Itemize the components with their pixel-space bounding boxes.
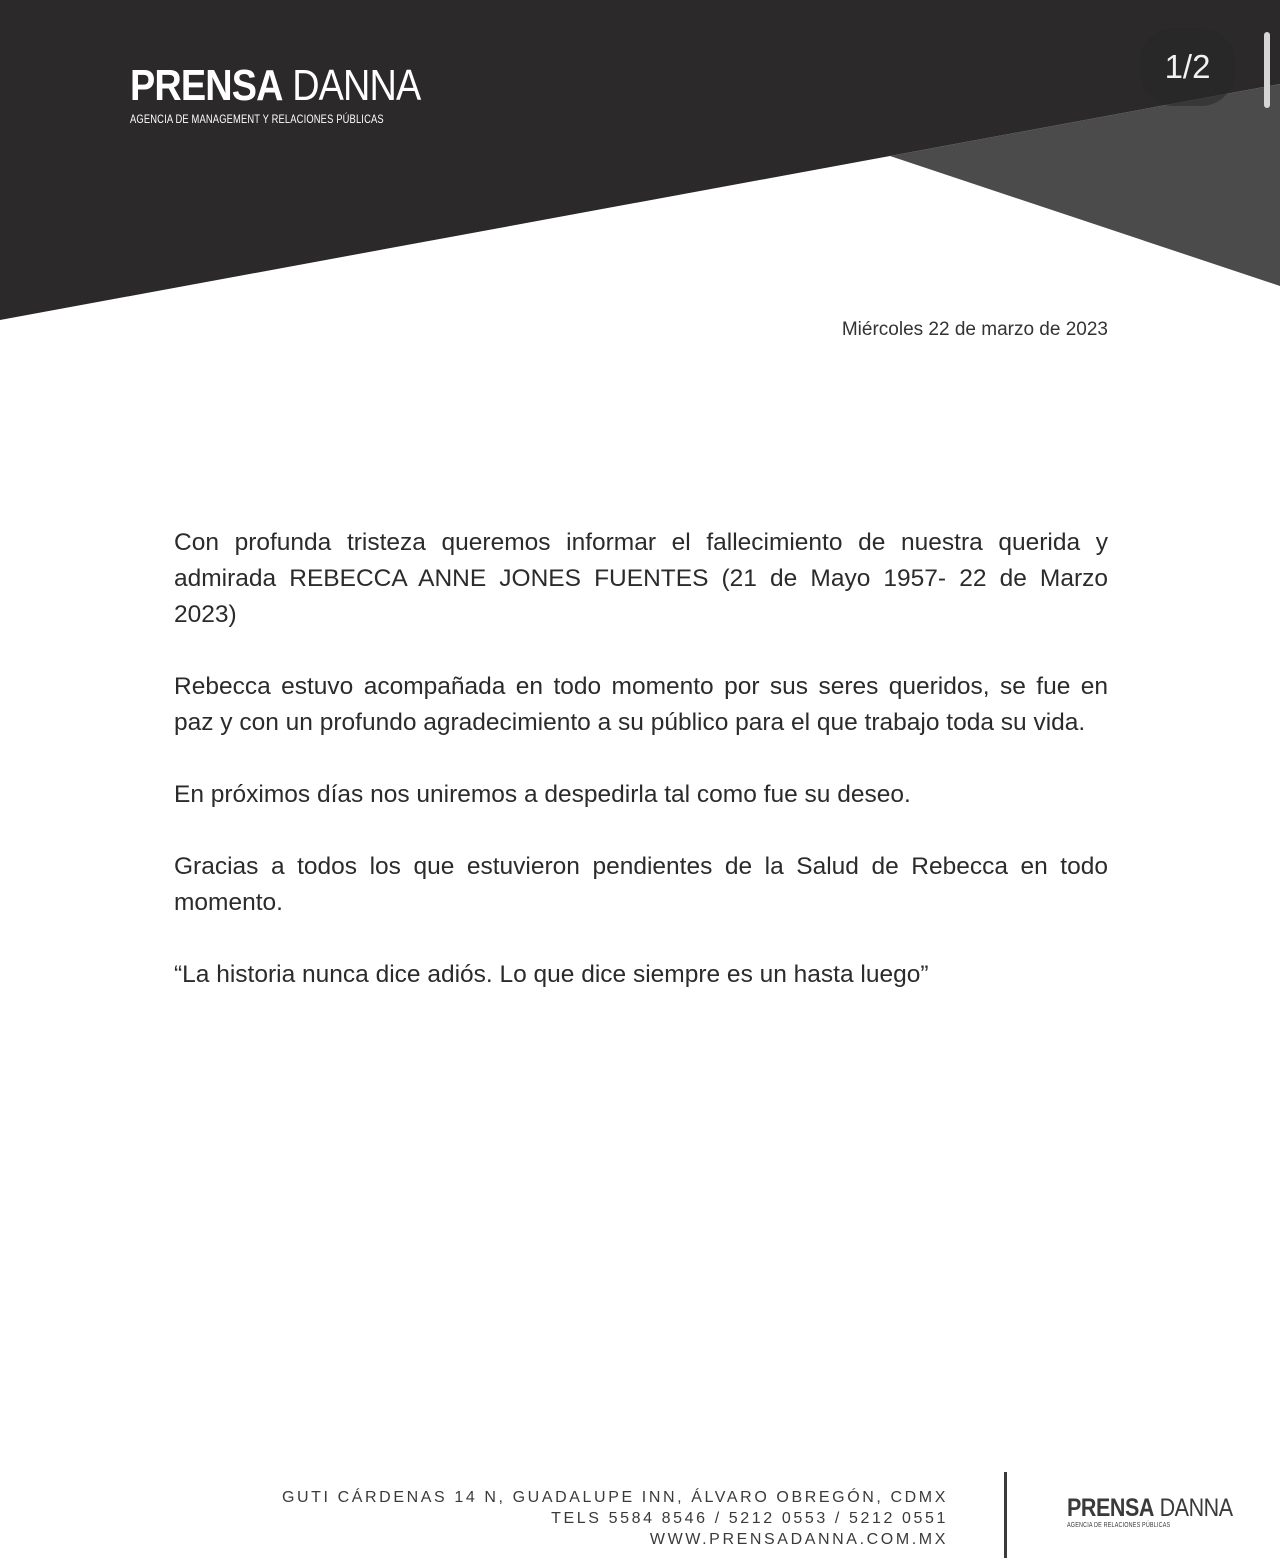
footer-phones: TELS 5584 8546 / 5212 0553 / 5212 0551 — [551, 1510, 948, 1527]
document-date: Miércoles 22 de marzo de 2023 — [841, 319, 1108, 340]
paragraph-quote: “La historia nunca dice adiós. Lo que dice siempre es un hasta luego” — [174, 961, 929, 988]
footer-website: WWW.PRENSADANNA.COM.MX — [649, 1531, 948, 1548]
paragraph-farewell: En próximos días nos uniremos a despedirla tal como fue su deseo. — [174, 781, 911, 808]
statement-body — [174, 525, 1108, 1029]
footer-logo-wordmark — [1067, 1494, 1233, 1522]
page-counter: 1/2 — [1140, 28, 1235, 106]
agency-logo — [130, 62, 468, 126]
footer-logo-word-light: DANNA — [1159, 1494, 1233, 1522]
header-banner — [0, 0, 1280, 330]
footer-divider — [1004, 1472, 1007, 1558]
logo-word-bold: PRENSA — [130, 61, 283, 110]
footer-logo-tagline: AGENCIA DE RELACIONES PÚBLICAS — [1067, 1522, 1171, 1529]
paragraph-thanks: Gracias a todos los que estuvieron pendientes de la Salud de Rebecca en todo momento. — [174, 853, 1108, 916]
scrollbar-thumb[interactable] — [1264, 32, 1270, 108]
footer-address-line: GUTI CÁRDENAS 14 N, GUADALUPE INN, ÁLVARO OBREGÓN, CDMX — [281, 1489, 948, 1506]
footer-contact — [282, 1487, 948, 1550]
logo-word-light: DANNA — [292, 61, 421, 110]
logo-tagline: AGENCIA DE MANAGEMENT Y RELACIONES PÚBLICAS — [130, 112, 384, 126]
footer-logo-word-bold: PRENSA — [1067, 1494, 1155, 1522]
paragraph-announcement: Con profunda tristeza queremos informar el fallecimiento de nuestra querida y admirada REBECCA ANNE JONES FUENTES (21 de Mayo 1957- 22 de Marzo 2023) — [174, 529, 1108, 628]
paragraph-family: Rebecca estuvo acompañada en todo momento por sus seres queridos, se fue en paz y con un profundo agradecimiento a su público para el que trabajo toda su vida. — [174, 673, 1108, 736]
logo-wordmark — [130, 62, 420, 110]
footer-logo — [1067, 1494, 1260, 1530]
